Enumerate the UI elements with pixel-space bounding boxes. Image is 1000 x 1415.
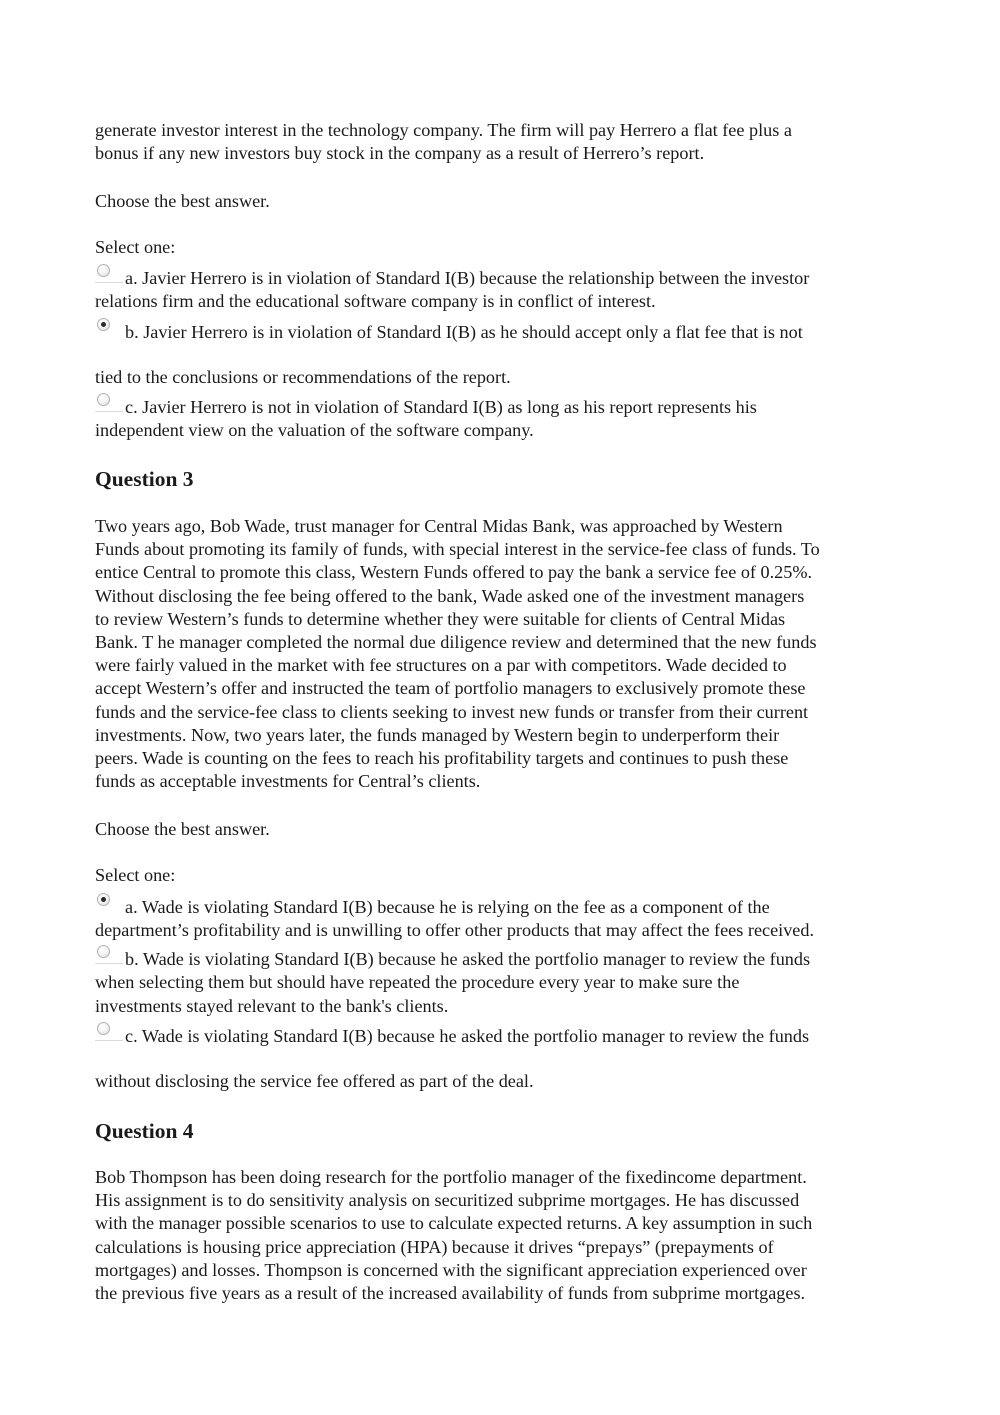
radio-checked-icon bbox=[97, 318, 110, 331]
q3-option-b-line3[interactable]: investments stayed relevant to the bank's clients. bbox=[95, 996, 449, 1016]
radio-checked-icon bbox=[97, 893, 110, 906]
question-4-body bbox=[95, 1166, 905, 1305]
question-3-body bbox=[95, 515, 905, 793]
q3-option-b-radio[interactable] bbox=[95, 945, 123, 965]
radio-unchecked-icon bbox=[97, 264, 110, 277]
text-line: to review Western’s funds to determine whether they were suitable for clients of Central Midas bbox=[95, 608, 786, 629]
text-line: investments. Now, two years later, the funds managed by Western begin to underperform their bbox=[95, 724, 780, 745]
q2-option-c-line1[interactable]: c. Javier Herrero is not in violation of Standard I(B) as long as his report represents his bbox=[125, 397, 757, 417]
text-line: funds as acceptable investments for Central’s clients. bbox=[95, 771, 481, 792]
question-4-heading bbox=[95, 1118, 905, 1144]
q3-option-a-line1[interactable]: a. Wade is violating Standard I(B) because he is relying on the fee as a component of the bbox=[125, 897, 770, 917]
text-line: Bob Thompson has been doing research for the portfolio manager of the fixedincome department. bbox=[95, 1167, 807, 1187]
text-line: generate investor interest in the technology company. The firm will pay Herrero a flat fee plus a bbox=[95, 120, 792, 140]
q3-option-a-radio[interactable] bbox=[95, 893, 123, 913]
q2-option-b-radio[interactable] bbox=[95, 318, 123, 338]
q2-option-c-radio[interactable] bbox=[95, 393, 123, 413]
select-text: Select one: bbox=[95, 237, 176, 257]
radio-unchecked-icon bbox=[97, 945, 110, 958]
text-line: Two years ago, Bob Wade, trust manager for Central Midas Bank, was approached by Western bbox=[95, 516, 783, 536]
text-line: with the manager possible scenarios to use to calculate expected returns. A key assumption in such bbox=[95, 1213, 813, 1234]
select-text: Select one: bbox=[95, 865, 176, 885]
q2-option-b-line2[interactable]: tied to the conclusions or recommendations of the report. bbox=[95, 367, 511, 387]
q2-option-b-line1[interactable]: b. Javier Herrero is in violation of Standard I(B) as he should accept only a flat fee that is not bbox=[125, 322, 803, 342]
choose-text: Choose the best answer. bbox=[95, 819, 270, 839]
q3-option-c-line2[interactable]: without disclosing the service fee offered as part of the deal. bbox=[95, 1071, 534, 1091]
radio-underline bbox=[95, 1040, 123, 1041]
text-line: His assignment is to do sensitivity analysis on securitized subprime mortgages. He has discussed bbox=[95, 1190, 800, 1211]
q3-option-b-line1[interactable]: b. Wade is violating Standard I(B) because he asked the portfolio manager to review the funds bbox=[125, 949, 811, 969]
choose-text: Choose the best answer. bbox=[95, 191, 270, 211]
q3-option-c-line1[interactable]: c. Wade is violating Standard I(B) because he asked the portfolio manager to review the funds bbox=[125, 1026, 810, 1046]
select-one-label bbox=[95, 864, 905, 887]
q2-option-c-line2[interactable]: independent view on the valuation of the software company. bbox=[95, 420, 534, 440]
choose-instruction bbox=[95, 190, 905, 213]
radio-underline bbox=[95, 282, 123, 283]
text-line: mortgages) and losses. Thompson is concerned with the significant appreciation experienced over bbox=[95, 1259, 807, 1280]
text-line: calculations is housing price appreciation (HPA) because it drives “prepays” (prepayments of bbox=[95, 1236, 774, 1257]
text-line: Funds about promoting its family of funds, with special interest in the service-fee class of funds. To bbox=[95, 539, 820, 560]
text-line: Without disclosing the fee being offered to the bank, Wade asked one of the investment managers bbox=[95, 585, 805, 606]
choose-instruction bbox=[95, 818, 905, 841]
question-title: Question 3 bbox=[95, 467, 194, 491]
text-line: funds and the service-fee class to clients seeking to invest new funds or transfer from their current bbox=[95, 701, 809, 722]
radio-underline bbox=[95, 411, 123, 412]
text-line: the previous five years as a result of the increased availability of funds from subprime mortgages. bbox=[95, 1283, 806, 1304]
text-line: peers. Wade is counting on the fees to reach his profitability targets and continues to push these bbox=[95, 748, 789, 769]
q2-option-a-radio[interactable] bbox=[95, 264, 123, 284]
question-3-heading bbox=[95, 466, 905, 492]
select-one-label bbox=[95, 236, 905, 259]
question-2-stem-continuation bbox=[95, 119, 905, 165]
question-title: Question 4 bbox=[95, 1119, 194, 1143]
q3-option-a-line2[interactable]: department’s profitability and is unwilling to offer other products that may affect the fees received. bbox=[95, 920, 815, 940]
text-line: bonus if any new investors buy stock in the company as a result of Herrero’s report. bbox=[95, 143, 705, 164]
radio-unchecked-icon bbox=[97, 393, 110, 406]
q2-option-a-line2[interactable]: relations firm and the educational software company is in conflict of interest. bbox=[95, 291, 656, 311]
q3-option-b-line2[interactable]: when selecting them but should have repeated the procedure every year to make sure the bbox=[95, 972, 740, 992]
q2-option-a-line1[interactable]: a. Javier Herrero is in violation of Standard I(B) because the relationship between the investor bbox=[125, 268, 810, 288]
q3-option-c-radio[interactable] bbox=[95, 1022, 123, 1042]
text-line: Bank. T he manager completed the normal due diligence review and determined that the new funds bbox=[95, 632, 817, 653]
text-line: entice Central to promote this class, Western Funds offered to pay the bank a service fee of 0.25%. bbox=[95, 562, 813, 583]
text-line: accept Western’s offer and instructed the team of portfolio managers to exclusively promote these bbox=[95, 678, 806, 699]
radio-unchecked-icon bbox=[97, 1022, 110, 1035]
text-line: were fairly valued in the market with fee structures on a par with competitors. Wade decided to bbox=[95, 655, 787, 676]
radio-underline bbox=[95, 963, 123, 964]
